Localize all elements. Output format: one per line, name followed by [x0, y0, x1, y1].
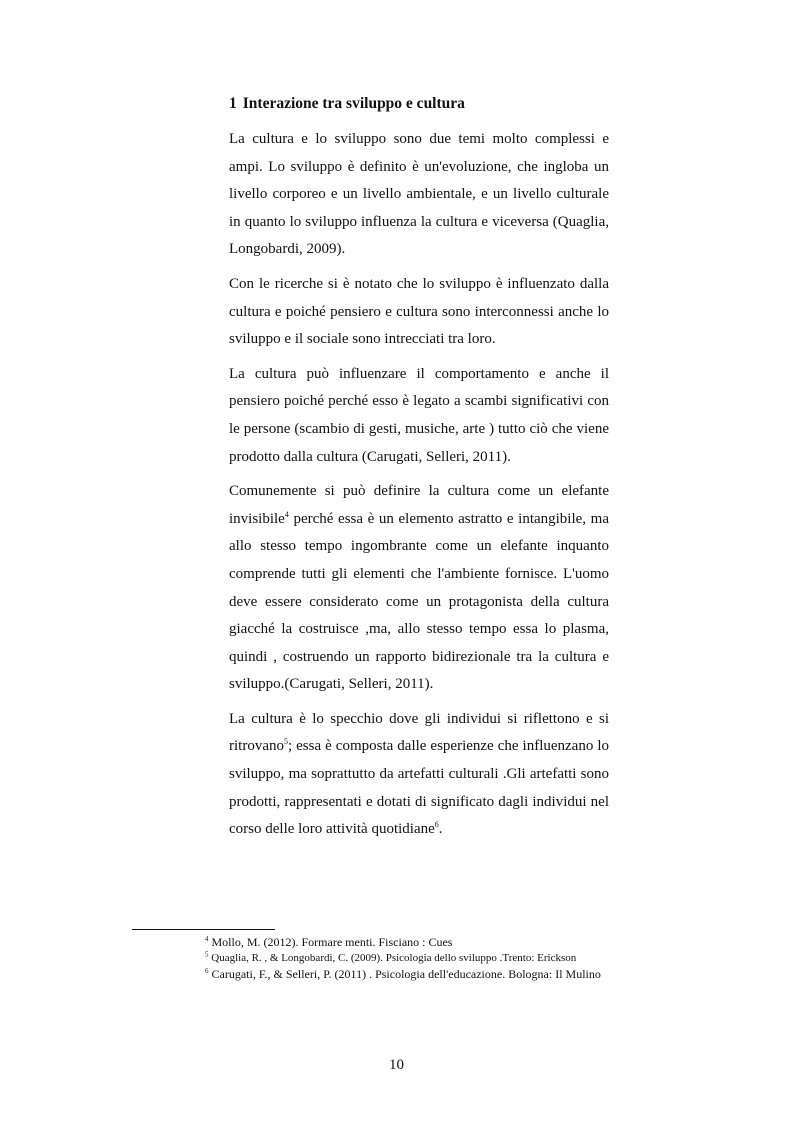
- footnote-number: 4: [205, 935, 209, 943]
- body-text: [229, 126, 609, 851]
- footnote-separator: [132, 929, 275, 930]
- footnote-ref-6[interactable]: 6: [434, 820, 439, 830]
- section-title: Interazione tra sviluppo e cultura: [242, 95, 465, 112]
- footnote-number: 6: [205, 967, 209, 975]
- paragraph-4: [229, 478, 609, 699]
- footnote-6: [205, 966, 625, 982]
- footnotes: [205, 934, 625, 982]
- section-heading: [229, 95, 465, 113]
- footnote-text: Quaglia, R. , & Longobardi, C. (2009). Psicologia dello sviluppo .Trento: Erickson: [211, 952, 577, 964]
- paragraph-4-text-end: perché essa è un elemento astratto e intangibile, ma allo stesso tempo ingombrante come un elefante inquanto comprende tutti gli elementi che l'ambiente fornisce. L'uomo deve essere considerato come un protagonista della cultura giacché la costruisce ,ma, allo stesso tempo essa lo plasma, quindi , costruendo un rapporto bidirezionale tra la cultura e sviluppo.(Carugati, Selleri, 2011).: [229, 510, 609, 693]
- footnote-ref-5[interactable]: 5: [283, 737, 288, 747]
- footnote-text: Carugati, F., & Selleri, P. (2011) . Psicologia dell'educazione. Bologna: Il Mulino: [211, 967, 601, 981]
- footnote-ref-4[interactable]: 4: [284, 509, 289, 519]
- paragraph-5-text-end: .: [438, 821, 443, 838]
- footnote-text: Mollo, M. (2012). Formare menti. Fisciano : Cues: [211, 935, 453, 949]
- paragraph-5-text-start: La cultura è lo specchio dove gli individui si riflettono e si ritrovano: [229, 710, 609, 755]
- paragraph-5: [229, 706, 609, 844]
- paragraph-2: Con le ricerche si è notato che lo sviluppo è influenzato dalla cultura e poiché pensiero e cultura sono interconnessi anche lo sviluppo e il sociale sono intrecciati tra loro.: [229, 275, 609, 348]
- footnote-number: 5: [205, 950, 209, 959]
- paragraph-5-text-middle: ; essa è composta dalle esperienze che influenzano lo sviluppo, ma soprattutto da artefatti culturali .Gli artefatti sono prodotti, rappresentati e dotati di significato dagli individui nel corso delle loro attività quotidiane: [229, 738, 609, 838]
- page-number: 10: [389, 1057, 404, 1073]
- footnote-4: [205, 934, 625, 950]
- paragraph-4-text-start: Comunemente si può definire la cultura come un elefante invisibile: [229, 483, 609, 527]
- paragraph-1: La cultura e lo sviluppo sono due temi molto complessi e ampi. Lo sviluppo è definito è un'evoluzione, che ingloba un livello corporeo e un livello ambientale, e un livello culturale in quanto lo sviluppo influenza la cultura e viceversa (Quaglia, Longobardi, 2009).: [229, 131, 609, 258]
- paragraph-3: La cultura può influenzare il comportamento e anche il pensiero poiché perché esso è legato a scambi significativi con le persone (scambio di gesti, musiche, arte ) tutto ciò che viene prodotto dalla cultura (Carugati, Selleri, 2011).: [229, 365, 609, 465]
- section-number: 1: [229, 95, 237, 112]
- footnote-5: [205, 950, 625, 966]
